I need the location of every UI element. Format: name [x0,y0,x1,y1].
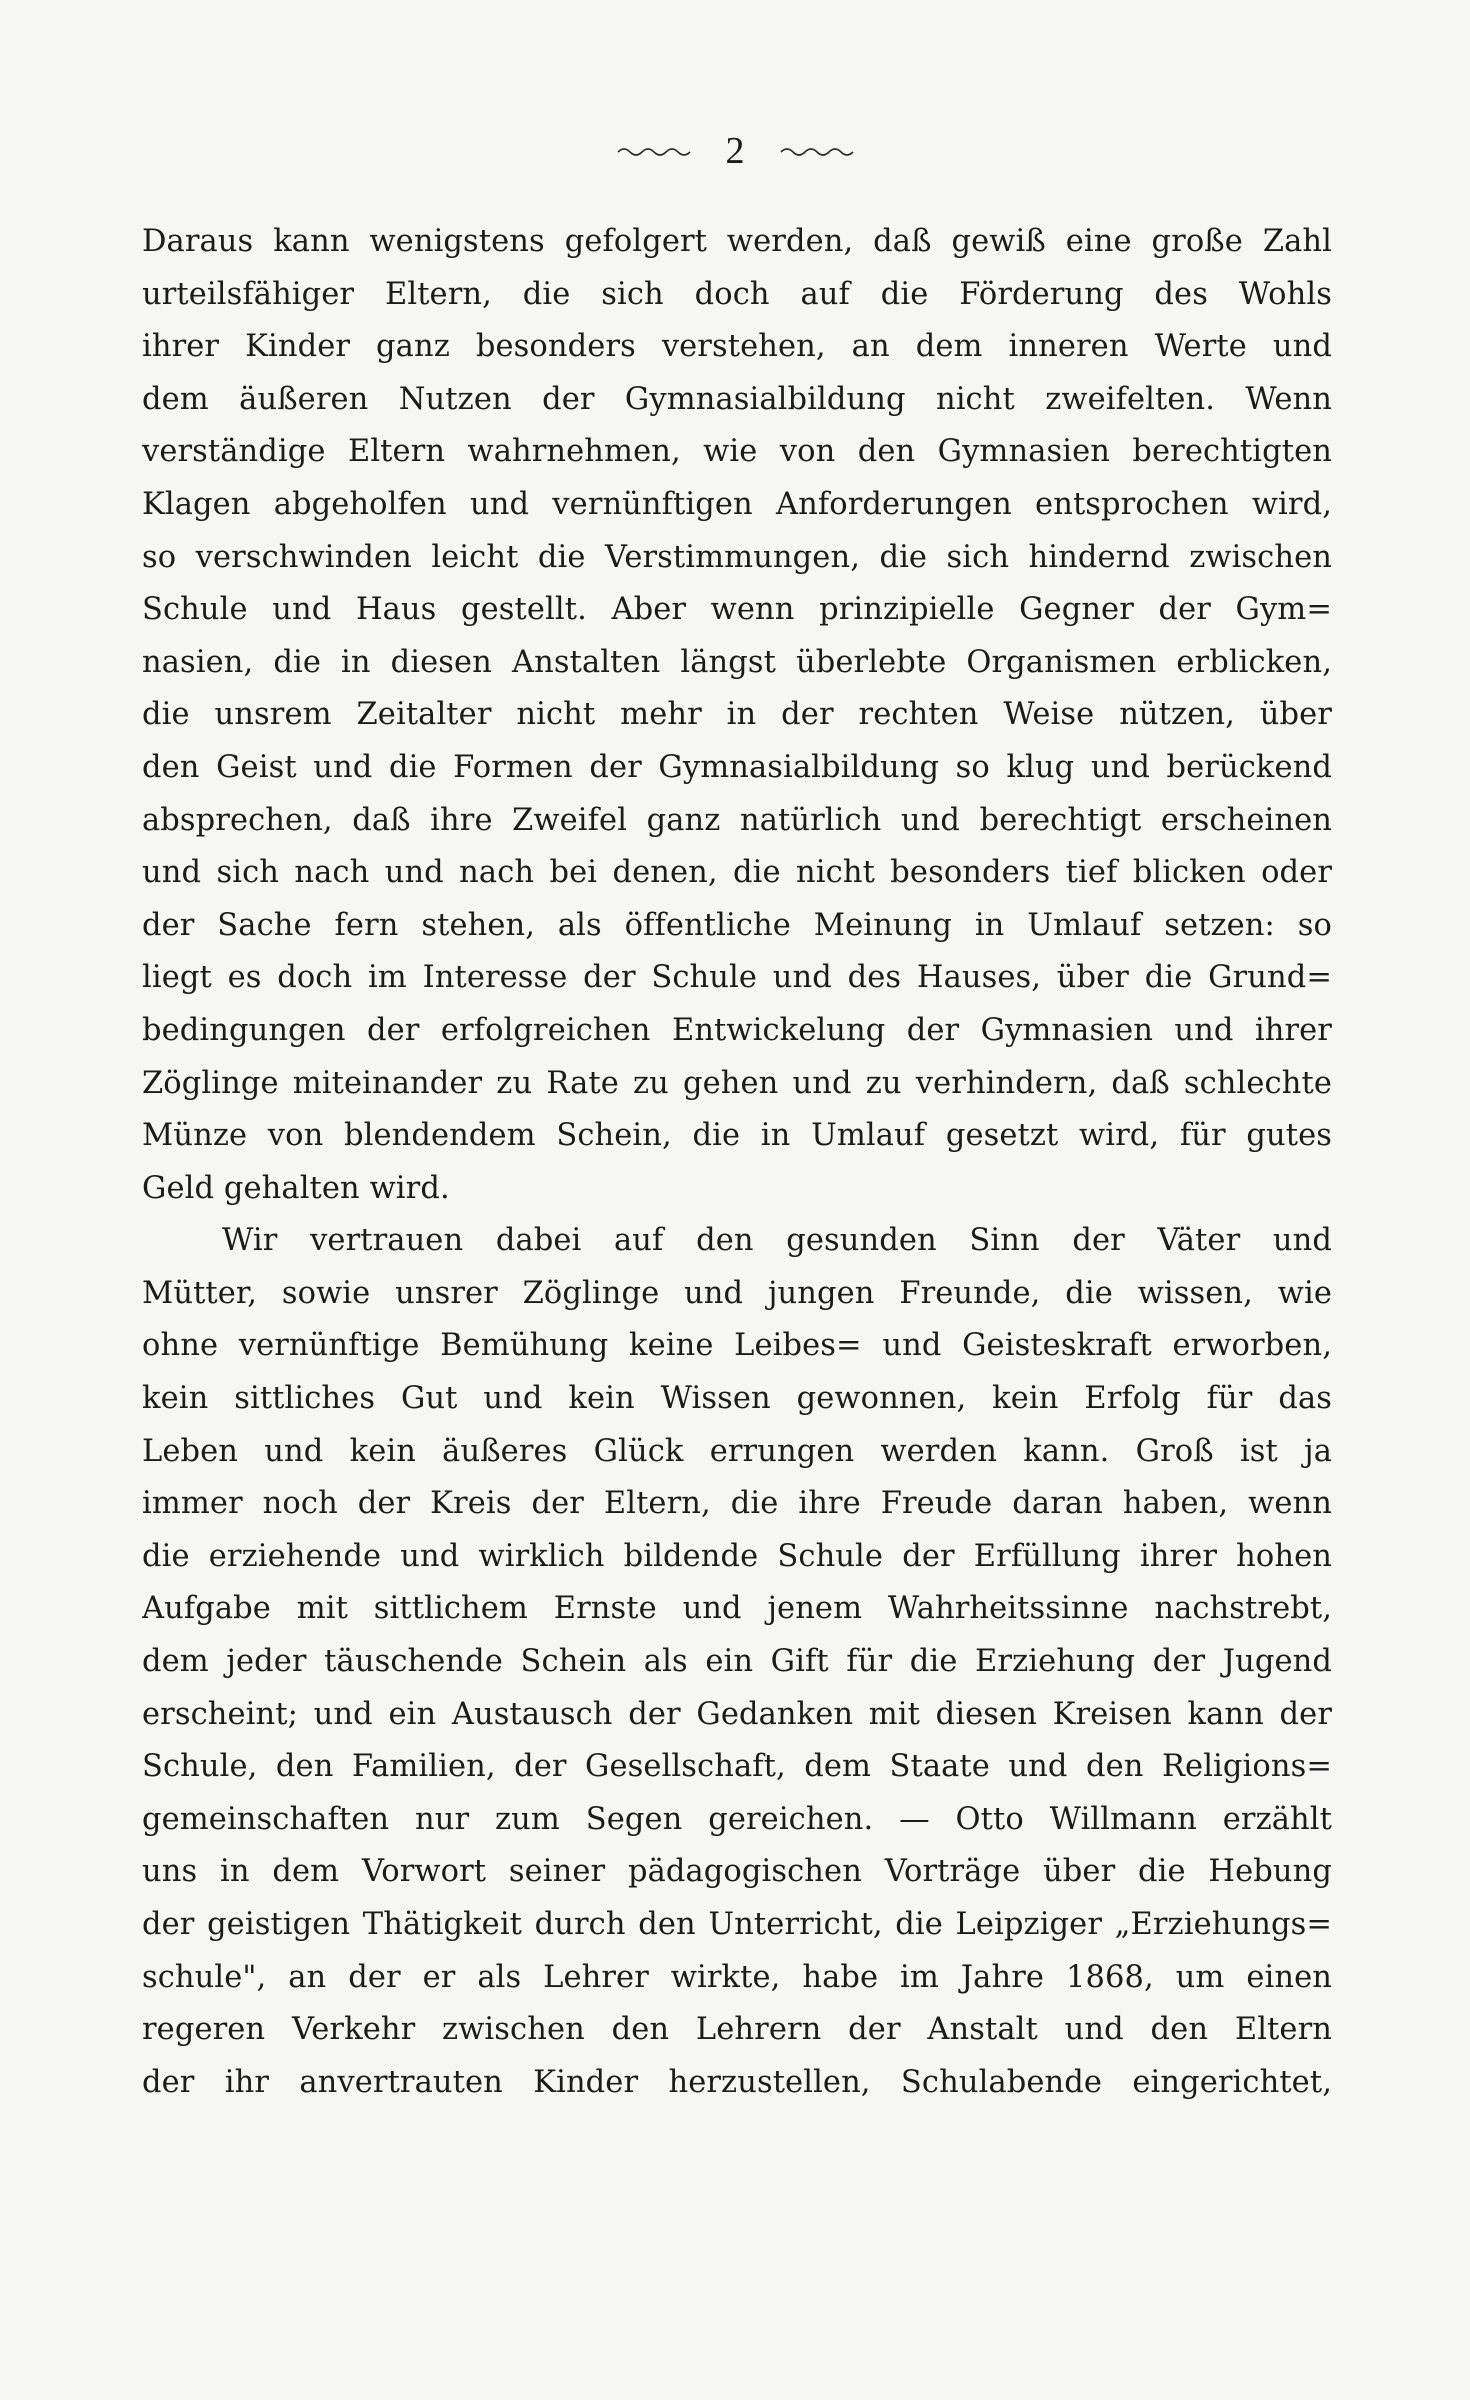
text-line: Geld gehalten wird. [142,1170,450,1206]
text-line: uns in dem Vorwort seiner pädagogischen Vorträge über die Hebung [142,1854,1332,1890]
text-line: Schule, den Familien, der Gesellschaft, dem Staate und den Religions= [142,1749,1332,1785]
text-line: so verschwinden leicht die Verstimmungen, die sich hindernd zwischen [142,539,1332,575]
text-line: nasien, die in diesen Anstalten längst überlebte Organismen erblicken, [142,644,1332,680]
text-line: bedingungen der erfolgreichen Entwickelung der Gymnasien und ihrer [142,1012,1332,1048]
body-text [142,216,1332,2109]
page-header [0,126,1470,176]
text-line: dem jeder täuschende Schein als ein Gift für die Erziehung der Jugend [142,1644,1332,1680]
text-line: und sich nach und nach bei denen, die nicht besonders tief blicken oder [142,855,1332,891]
text-line: ihrer Kinder ganz besonders verstehen, an dem inneren Werte und [142,329,1332,365]
text-line: Zöglinge miteinander zu Rate zu gehen und zu verhindern, daß schlechte [142,1065,1332,1101]
text-line: der Sache fern stehen, als öffentliche Meinung in Umlauf setzen: so [142,907,1332,943]
text-line: gemeinschaften nur zum Segen gereichen. — Otto Willmann erzählt [142,1801,1332,1837]
left-wave-ornament-icon [616,144,692,158]
text-line: Aufgabe mit sittlichem Ernste und jenem Wahrheitssinne nachstrebt, [142,1591,1332,1627]
text-line: verständige Eltern wahrnehmen, wie von den Gymnasien berechtigten [142,434,1332,470]
page-number: 2 [725,130,745,172]
text-line: der geistigen Thätigkeit durch den Unterricht, die Leipziger „Erziehungs= [142,1907,1332,1942]
text-line: die erziehende und wirklich bildende Schule der Erfüllung ihrer hohen [142,1538,1332,1574]
text-line: absprechen, daß ihre Zweifel ganz natürlich und berechtigt erscheinen [142,802,1332,838]
text-line: regeren Verkehr zwischen den Lehrern der Anstalt und den Eltern [142,2012,1332,2048]
text-line: die unsrem Zeitalter nicht mehr in der rechten Weise nützen, über [142,697,1332,733]
text-line: Mütter, sowie unsrer Zöglinge und jungen Freunde, die wissen, wie [142,1275,1332,1311]
text-line: dem äußeren Nutzen der Gymnasialbildung nicht zweifelten. Wenn [142,381,1332,417]
text-line: den Geist und die Formen der Gymnasialbildung so klug und berückend [142,749,1332,785]
text-line: der ihr anvertrauten Kinder herzustellen, Schulabende eingerichtet, [142,2064,1332,2100]
text-line: Wir vertrauen dabei auf den gesunden Sinn der Väter und [222,1223,1332,1259]
text-line: erscheint; und ein Austausch der Gedanken mit diesen Kreisen kann der [142,1696,1332,1732]
text-line: Schule und Haus gestellt. Aber wenn prinzipielle Gegner der Gym= [142,592,1332,628]
text-line: immer noch der Kreis der Eltern, die ihre Freude daran haben, wenn [142,1486,1332,1522]
right-wave-ornament-icon [779,144,855,158]
text-line: kein sittliches Gut und kein Wissen gewonnen, kein Erfolg für das [142,1381,1332,1417]
text-line: schule", an der er als Lehrer wirkte, habe im Jahre 1868, um einen [142,1959,1332,1995]
text-line: urteilsfähiger Eltern, die sich doch auf die Förderung des Wohls [142,276,1332,312]
text-line: Daraus kann wenigstens gefolgert werden, daß gewiß eine große Zahl [142,224,1332,259]
text-line: Leben und kein äußeres Glück errungen werden kann. Groß ist ja [142,1433,1332,1469]
text-line: ohne vernünftige Bemühung keine Leibes= und Geisteskraft erworben, [142,1328,1332,1364]
text-line: Münze von blendendem Schein, die in Umlauf gesetzt wird, für gutes [142,1118,1332,1154]
text-line: liegt es doch im Interesse der Schule und des Hauses, über die Grund= [142,960,1332,996]
text-line: Klagen abgeholfen und vernünftigen Anforderungen entsprochen wird, [142,486,1332,522]
